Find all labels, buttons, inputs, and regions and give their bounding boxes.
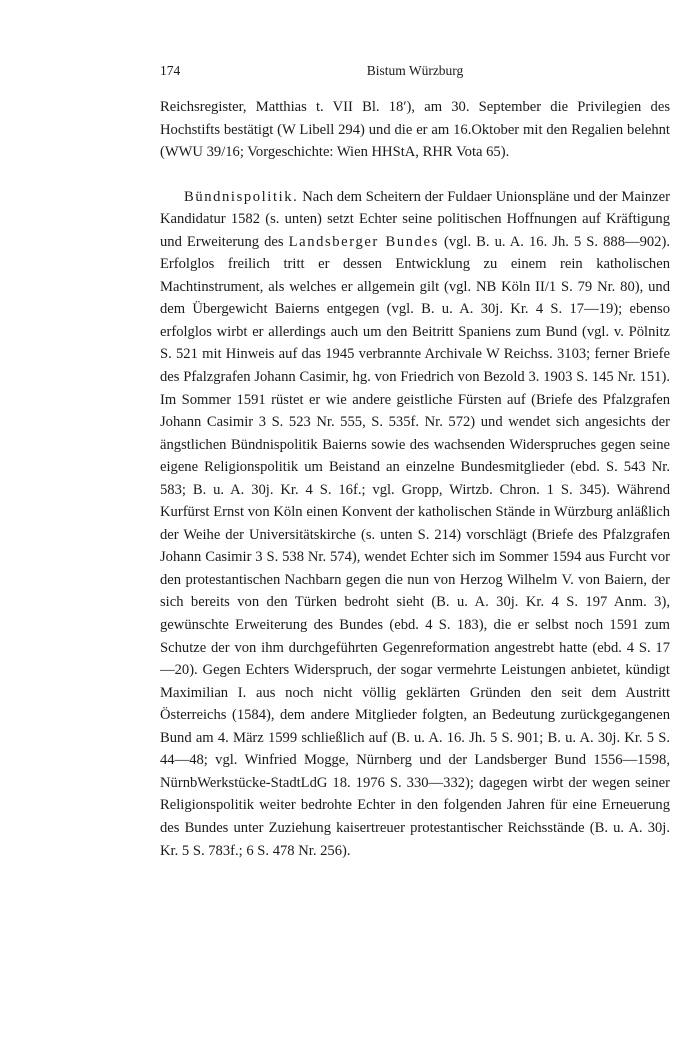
paragraph-2-text-b: (vgl. B. u. A. 16. Jh. 5 S. 888—902). Erfolglos freilich tritt er dessen Entwicklung zu einem rein katholischen Machtinstrument, als welches er allgemein gilt (vgl. NB Köln II/1 S. 79 Nr. 80), und dem Übergewicht Baierns entgegen (vgl. B. u. A. 30j. Kr. 4 S. 17—19); ebenso erfolglos wirbt er allerdings auch um den Beitritt Spaniens zum Bund (vgl. v. Pölnitz S. 521 mit Hinweis auf das 1945 verbrannte Archivale W Reichss. 3103; ferner Briefe des Pfalzgrafen Johann Casimir, hg. von Friedrich von Bezold 3. 1903 S. 145 Nr. 151). Im Sommer 1591 rüstet er wie andere geistliche Fürsten auf (Briefe des Pfalzgrafen Johann Casimir 3 S. 523 Nr. 555, S. 535f. Nr. 572) und wendet sich angesichts der ängstlichen Bündnispolitik Baierns sowie des wachsenden Widerspruches gegen seine eigene Religionspolitik um Beistand an einzelne Bundesmitglieder (ebd. S. 543 Nr. 583; B. u. A. 30j. Kr. 4 S. 16f.; vgl. Gropp, Wirtzb. Chron. 1 S. 345). Während Kurfürst Ernst von Köln einen Konvent der katholischen Stände in Würzburg anläßlich der Weihe der Universitätskirche (s. unten S. 214) vorschlägt (Briefe des Pfalzgrafen Johann Casimir 3 S. 538 Nr. 574), wendet Echter sich im Sommer 1594 aus Furcht vor den protestantischen Nachbarn gegen die nun von Herzog Wilhelm V. von Baiern, der sich bereits von den Türken bedroht sieht (B. u. A. 30j. Kr. 4 S. 197 Anm. 3), gewünschte Erweiterung des Bundes (ebd. 4 S. 183), die er selbst noch 1591 zum Schutze der von ihm durchgeführten Gegenreformation angestrebt hatte (ebd. 4 S. 17—20). Gegen Echters Widerspruch, der sogar vermehrte Leistungen anbietet, kündigt Maximilian I. aus noch nicht völlig geklärten Gründen den seit dem Austritt Österreichs (1584), dem andere Mitglieder folgten, an Bedeutung zurückgegangenen Bund am 4. März 1599 schließlich auf (B. u. A. 16. Jh. 5 S. 901; B. u. A. 30j. Kr. 5 S. 44—48; vgl. Winfried Mogge, Nürnberg und der Landsberger Bund 1556—1598, NürnbWerkstücke-StadtLdG 18. 1976 S. 330—332); dagegen wirbt der wegen seiner Religionspolitik weiter bedrohte Echter in den folgenden Jahren für eine Erneuerung des Bundes unter Zuziehung kaisertreuer protestantischer Reichsstände (B. u. A. 30j. Kr. 5 S. 783f.; 6 S. 478 Nr. 256). bbox=[160, 233, 670, 859]
paragraph-2-text-a: Nach dem Scheitern der Fuldaer Unionspläne und der Mainzer Kandidatur 1582 (s. unten) setzt Echter seine politischen Hoffnungen auf Kräftigung und Erweiterung des bbox=[160, 188, 670, 250]
paragraph-2 bbox=[160, 186, 670, 862]
emphasis-landsberger-bund: Landsberger Bundes bbox=[288, 233, 439, 250]
body-text bbox=[160, 96, 670, 862]
document-page bbox=[160, 60, 670, 862]
running-head: Bistum Würzburg bbox=[366, 63, 464, 78]
section-heading: Bündnispolitik. bbox=[184, 188, 299, 205]
page-header bbox=[160, 60, 670, 82]
paragraph-1: Reichsregister, Matthias t. VII Bl. 18′), am 30. September die Privilegien des Hochstifts bestätigt (W Libell 294) und die er am 16.Oktober mit den Regalien belehnt (WWU 39/16; Vorgeschichte: Wien HHStA, RHR Vota 65). bbox=[160, 99, 670, 161]
page-number: 174 bbox=[160, 63, 181, 78]
